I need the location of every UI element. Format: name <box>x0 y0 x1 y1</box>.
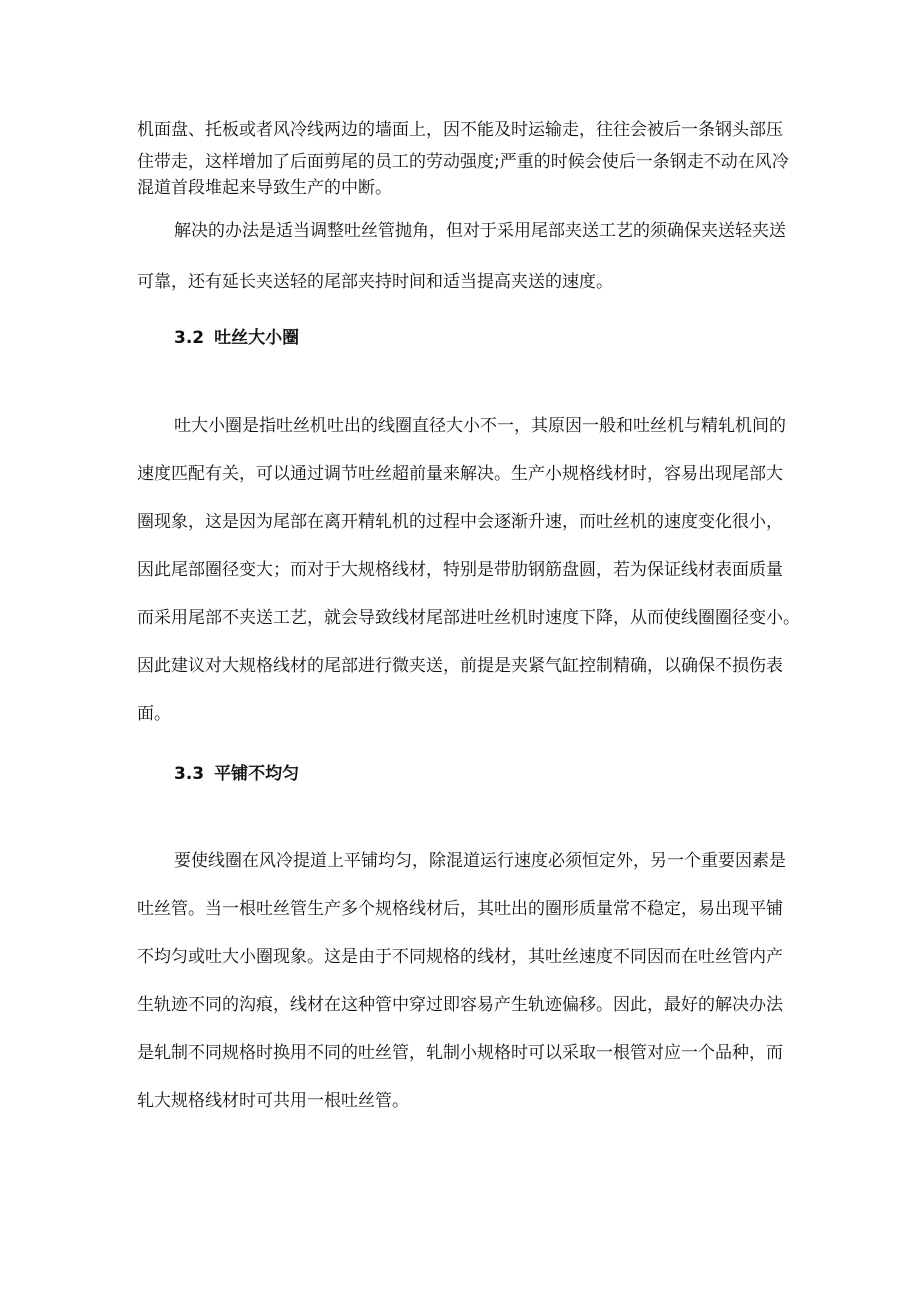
section-number: 3.2 <box>174 328 205 348</box>
section-number: 3.3 <box>174 764 205 784</box>
paragraph-line: 而采用尾部不夹送工艺，就会导致线材尾部进吐丝机时速度下降，从而使线圈圈径变小。 <box>137 608 800 628</box>
paragraph-line: 面。 <box>137 704 171 724</box>
paragraph-line: 住带走，这样增加了后面剪尾的员工的劳动强度;严重的时候会使后一条钢走不动在风冷 <box>137 152 789 172</box>
paragraph-line: 轧大规格线材时可共用一根吐丝管。 <box>137 1091 409 1111</box>
section-title: 平铺不均匀 <box>214 764 300 784</box>
paragraph-line: 不均匀或吐大小圈现象。这是由于不同规格的线材，其吐丝速度不同因而在吐丝管内产 <box>137 947 783 967</box>
paragraph-line: 吐丝管。当一根吐丝管生产多个规格线材后，其吐出的圈形质量常不稳定，易出现平铺 <box>137 899 783 919</box>
paragraph-line: 机面盘、托板或者风冷线两边的墙面上，因不能及时运输走，往往会被后一条钢头部压 <box>137 120 783 140</box>
paragraph-line: 要使线圈在风冷提道上平铺均匀，除混道运行速度必须恒定外，另一个重要因素是 <box>174 851 786 871</box>
paragraph-line: 是轧制不同规格时换用不同的吐丝管，轧制小规格时可以采取一根管对应一个品种，而 <box>137 1043 783 1063</box>
paragraph-line: 可靠，还有延长夹送轻的尾部夹持时间和适当提高夹送的速度。 <box>137 272 613 292</box>
paragraph-line: 速度匹配有关，可以通过调节吐丝超前量来解决。生产小规格线材时，容易出现尾部大 <box>137 464 783 484</box>
paragraph-line: 因此尾部圈径变大；而对于大规格线材，特别是带肋钢筋盘圆，若为保证线材表面质量 <box>137 560 783 580</box>
section-heading <box>174 326 299 350</box>
paragraph-line: 解决的办法是适当调整吐丝管抛角，但对于采用尾部夹送工艺的须确保夹送轻夹送 <box>174 221 786 241</box>
paragraph-line: 圈现象，这是因为尾部在离开精轧机的过程中会逐渐升速，而吐丝机的速度变化很小， <box>137 512 783 532</box>
paragraph-line: 混道首段堆起来导致生产的中断。 <box>137 178 392 198</box>
paragraph-line: 生轨迹不同的沟痕，线材在这种管中穿过即容易产生轨迹偏移。因此，最好的解决办法 <box>137 995 783 1015</box>
section-title: 吐丝大小圈 <box>214 328 300 348</box>
section-heading <box>174 762 299 786</box>
paragraph-line: 吐大小圈是指吐丝机吐出的线圈直径大小不一，其原因一般和吐丝机与精轧机间的 <box>174 416 786 436</box>
paragraph-line: 因此建议对大规格线材的尾部进行微夹送，前提是夹紧气缸控制精确，以确保不损伤表 <box>137 656 783 676</box>
